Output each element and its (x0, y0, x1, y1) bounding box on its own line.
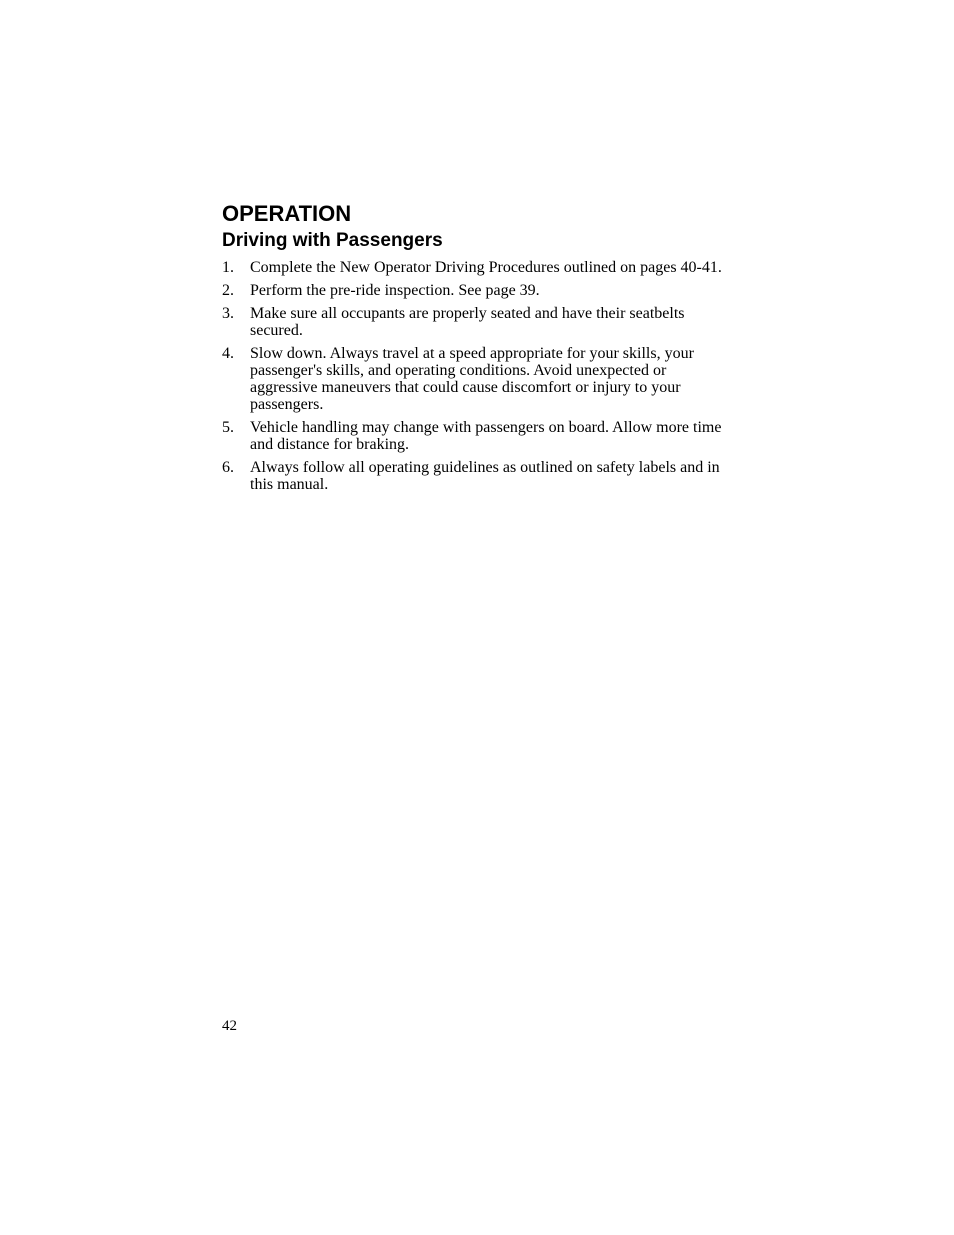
step-number: 3. (222, 305, 234, 322)
step-text: Perform the pre-ride inspection. See page 39. (250, 282, 540, 299)
step-number: 1. (222, 259, 234, 276)
step-number: 2. (222, 282, 234, 299)
procedure-step (222, 459, 722, 493)
procedure-steps-list (222, 259, 722, 499)
step-text: Make sure all occupants are properly seated and have their seatbelts secured. (250, 305, 685, 339)
procedure-step (222, 345, 722, 413)
subsection-title: Driving with Passengers (222, 230, 443, 251)
step-text: Vehicle handling may change with passengers on board. Allow more time and distance for braking. (250, 419, 722, 453)
section-title: OPERATION (222, 201, 352, 226)
step-number: 5. (222, 419, 234, 436)
step-number: 4. (222, 345, 234, 362)
procedure-step (222, 259, 722, 276)
procedure-step (222, 305, 722, 339)
step-number: 6. (222, 459, 234, 476)
procedure-step (222, 282, 722, 299)
step-text: Always follow all operating guidelines as outlined on safety labels and in this manual. (250, 459, 720, 493)
step-text: Complete the New Operator Driving Procedures outlined on pages 40-41. (250, 259, 722, 276)
page-number: 42 (222, 1018, 237, 1034)
step-text: Slow down. Always travel at a speed appropriate for your skills, your passenger's skills, and operating conditions. Avoid unexpected or aggressive maneuvers that could cause discomfort or injury to your passengers. (250, 345, 694, 413)
procedure-step (222, 419, 722, 453)
